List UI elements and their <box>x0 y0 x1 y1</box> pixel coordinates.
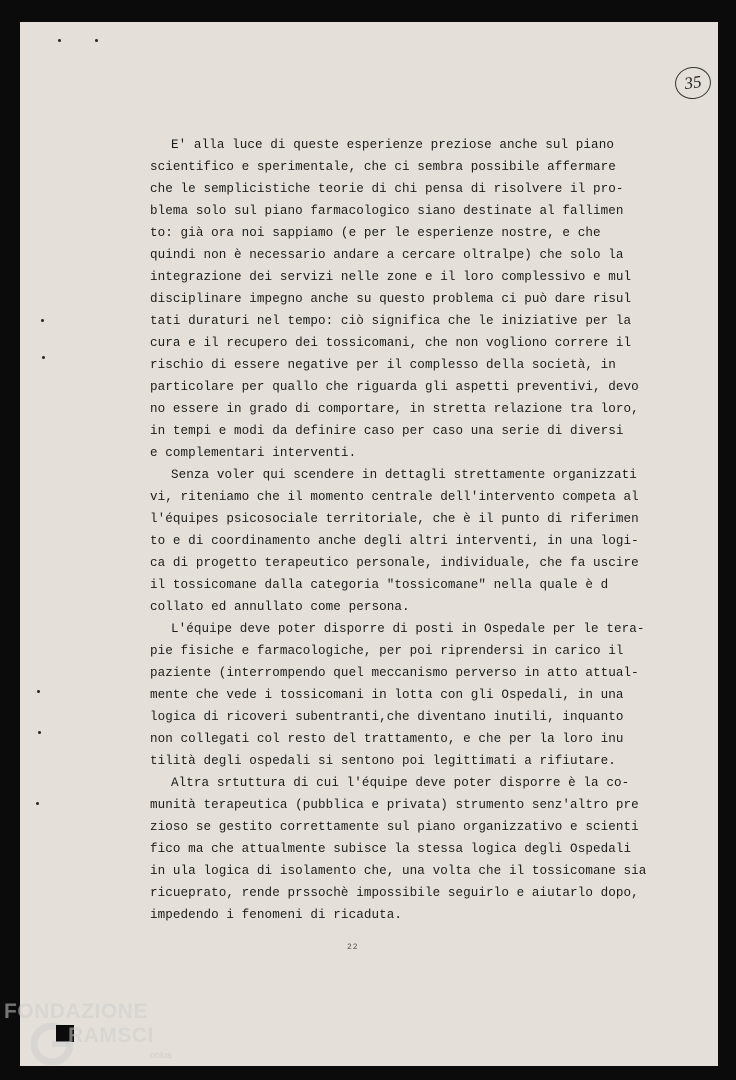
text-line: to e di coordinamento anche degli altri interventi, in una logi- <box>150 534 639 548</box>
text-line: in ula logica di isolamento che, una volta che il tossicomane sia <box>150 864 647 878</box>
text-line: e complementari interventi. <box>150 446 357 460</box>
text-line: collato ed annullato come persona. <box>150 600 410 614</box>
text-line: tilità degli ospedali si sentono poi legittimati a rifiutare. <box>150 754 616 768</box>
fondazione-gramsci-watermark <box>4 1000 204 1080</box>
text-line: disciplinare impegno anche su questo problema ci può dare risul <box>150 292 632 306</box>
text-line: E' alla luce di queste esperienze preziose anche sul piano <box>171 138 614 152</box>
text-line: particolare per quallo che riguarda gli aspetti preventivi, devo <box>150 380 639 394</box>
watermark-line-2: RAMSCI <box>68 1024 154 1047</box>
text-line: ca di progetto terapeutico personale, individuale, che fa uscire <box>150 556 639 570</box>
text-line: blema solo sul piano farmacologico siano destinate al fallimen <box>150 204 624 218</box>
text-line: il tossicomane dalla categoria "tossicomane" nella quale è d <box>150 578 609 592</box>
punch-mark <box>41 319 44 322</box>
text-line: fico ma che attualmente subisce la stessa logica degli Ospedali <box>150 842 632 856</box>
text-line: che le semplicistiche teorie di chi pensa di risolvere il pro- <box>150 182 624 196</box>
text-line: ricueprato, rende prssochè impossibile seguirlo e aiutarlo dopo, <box>150 886 639 900</box>
punch-mark <box>37 690 40 693</box>
watermark-line-3: onlus <box>150 1050 172 1060</box>
footer-code: 22 <box>347 943 359 952</box>
text-line: quindi non è necessario andare a cercare oltralpe) che solo la <box>150 248 624 262</box>
text-line: munità terapeutica (pubblica e privata) strumento senz'altro pre <box>150 798 639 812</box>
text-line: no essere in grado di comportare, in stretta relazione tra loro, <box>150 402 639 416</box>
text-line: Senza voler qui scendere in dettagli strettamente organizzati <box>171 468 637 482</box>
text-line: zioso se gestito correttamente sul piano organizzativo e scienti <box>150 820 639 834</box>
text-line: rischio di essere negative per il complesso della società, in <box>150 358 616 372</box>
text-line: scientifico e sperimentale, che ci sembra possibile affermare <box>150 160 616 174</box>
typewritten-body-text <box>150 134 650 926</box>
text-line: mente che vede i tossicomani in lotta con gli Ospedali, in una <box>150 688 624 702</box>
text-line: L'équipe deve poter disporre di posti in Ospedale per le tera- <box>171 622 645 636</box>
punch-mark <box>38 731 41 734</box>
text-line: vi, riteniamo che il momento centrale dell'intervento competa al <box>150 490 639 504</box>
text-line: logica di ricoveri subentranti,che diventano inutili, inquanto <box>150 710 624 724</box>
watermark-line-1: FONDAZIONE <box>4 1000 148 1023</box>
handwritten-page-number: 35 <box>673 65 713 102</box>
text-line: impedendo i fenomeni di ricaduta. <box>150 908 403 922</box>
text-line: Altra srtuttura di cui l'équipe deve poter disporre è la co- <box>171 776 630 790</box>
text-line: cura e il recupero dei tossicomani, che non vogliono correre il <box>150 336 632 350</box>
text-line: l'équipes psicosociale territoriale, che è il punto di riferimen <box>150 512 639 526</box>
text-line: paziente (interrompendo quel meccanismo perverso in atto attual- <box>150 666 639 680</box>
punch-mark <box>42 356 45 359</box>
text-line: pie fisiche e farmacologiche, per poi riprendersi in carico il <box>150 644 624 658</box>
punch-mark <box>36 802 39 805</box>
text-line: to: già ora noi sappiamo (e per le esperienze nostre, e che <box>150 226 601 240</box>
punch-mark <box>58 39 61 42</box>
text-line: tati duraturi nel tempo: ciò significa che le iniziative per la <box>150 314 632 328</box>
text-line: in tempi e modi da definire caso per caso una serie di diversi <box>150 424 624 438</box>
text-line: non collegati col resto del trattamento, e che per la loro inu <box>150 732 624 746</box>
punch-mark <box>95 39 98 42</box>
text-line: integrazione dei servizi nelle zone e il loro complessivo e mul <box>150 270 632 284</box>
